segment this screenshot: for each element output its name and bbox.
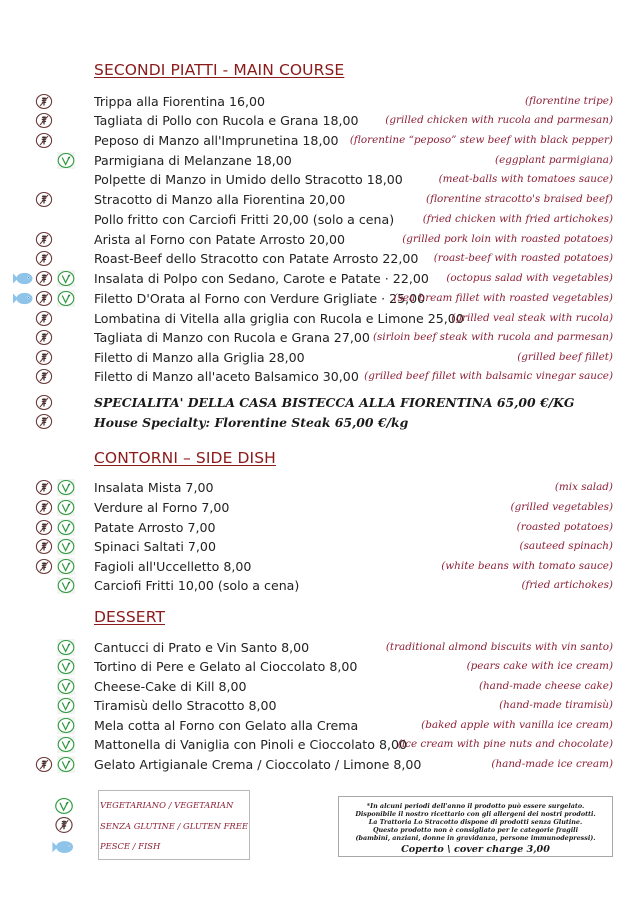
item-name-it: Insalata di Polpo con Sedano, Carote e Patate · 22,00 — [94, 271, 429, 286]
item-desc-en: (hand-made cheese cake) — [478, 680, 613, 692]
house-specialty-en — [0, 413, 640, 432]
item-name-it: Tagliata di Pollo con Rucola e Grana 18,00 — [94, 113, 359, 128]
item-desc-en: (grilled pork loin with roasted potatoes) — [402, 233, 613, 245]
fish-icon — [12, 270, 34, 287]
menu-item — [0, 576, 640, 595]
menu-item — [0, 269, 640, 288]
vegetarian-icon — [57, 479, 75, 496]
item-name-it: Cantucci di Prato e Vin Santo 8,00 — [94, 640, 310, 655]
item-name-it: Insalata Mista 7,00 — [94, 480, 214, 495]
menu-item — [0, 328, 640, 347]
item-name-it: Carciofi Fritti 10,00 (solo a cena) — [94, 578, 300, 593]
menu-item — [0, 696, 640, 715]
note-line: Disponibile il nostro ricettario con gli allergeni dei nostri prodotti. — [355, 810, 596, 818]
vegetarian-icon — [57, 639, 75, 656]
gluten-free-icon — [35, 250, 53, 267]
item-desc-en: (hand-made tiramisù) — [499, 699, 613, 711]
item-name-it: Filetto di Manzo alla Griglia 28,00 — [94, 350, 305, 365]
item-name-it: Filetto di Manzo all'aceto Balsamico 30,00 — [94, 369, 359, 384]
menu-item — [0, 367, 640, 386]
menu-item — [0, 498, 640, 517]
fish-icon — [12, 290, 34, 307]
gluten-free-icon — [35, 329, 53, 346]
menu-item — [0, 638, 640, 657]
gluten-free-icon — [35, 310, 53, 327]
menu-item — [0, 557, 640, 576]
item-desc-en: (baked apple with vanilla ice cream) — [421, 719, 613, 731]
gluten-free-icon — [35, 413, 53, 430]
gluten-free-icon — [35, 519, 53, 536]
item-desc-en: (grilled chicken with rucola and parmesan) — [385, 114, 613, 126]
gluten-free-icon — [35, 290, 53, 307]
vegetarian-icon — [54, 797, 76, 815]
item-desc-en: (sea bream fillet with roasted vegetables) — [393, 292, 613, 304]
menu-item — [0, 131, 640, 150]
menu-item — [0, 735, 640, 754]
item-name-it: Pollo fritto con Carciofi Fritti 20,00 (solo a cena) — [94, 212, 395, 227]
item-name-it: Polpette di Manzo in Umido dello Stracotto 18,00 — [94, 172, 403, 187]
legend-label-fish: PESCE / FISH — [100, 841, 161, 851]
vegetarian-icon — [57, 290, 75, 307]
note-line: La Trattoria Lo Stracotto dispone di prodotti senza Glutine. — [368, 818, 583, 826]
vegetarian-icon — [57, 152, 75, 169]
item-name-it: Tortino di Pere e Gelato al Cioccolato 8,00 — [94, 659, 358, 674]
item-name-it: Peposo di Manzo all'Imprunetina 18,00 — [94, 133, 339, 148]
gluten-free-icon — [35, 756, 53, 773]
item-desc-en: (traditional almond biscuits with vin santo) — [385, 641, 613, 653]
gluten-free-icon — [35, 231, 53, 248]
item-desc-en: (roasted potatoes) — [516, 521, 613, 533]
menu-item — [0, 92, 640, 111]
item-name-it: Verdure al Forno 7,00 — [94, 500, 230, 515]
menu-item — [0, 210, 640, 229]
menu-item — [0, 518, 640, 537]
vegetarian-icon — [57, 756, 75, 773]
item-desc-en: (grilled vegetables) — [510, 501, 613, 513]
menu-item — [0, 249, 640, 268]
menu-item — [0, 716, 640, 735]
menu-item — [0, 151, 640, 170]
item-name-it: Mela cotta al Forno con Gelato alla Crema — [94, 718, 359, 733]
gluten-free-icon — [35, 349, 53, 366]
item-desc-en: (sauteed spinach) — [519, 540, 613, 552]
item-desc-en: (grilled veal steak with rucola) — [451, 312, 613, 324]
note-line: (bambini, anziani, donne in gravidanza, persone immunodepressi). — [355, 834, 596, 842]
item-name-it: Cheese-Cake di Kill 8,00 — [94, 679, 247, 694]
item-name-it: Fagioli all'Uccelletto 8,00 — [94, 559, 252, 574]
menu-item — [0, 677, 640, 696]
gluten-free-icon — [35, 132, 53, 149]
item-desc-en: (roast-beef with roasted potatoes) — [433, 252, 613, 264]
item-desc-en: (florentine tripe) — [524, 95, 613, 107]
item-desc-en: (mix salad) — [554, 481, 613, 493]
item-desc-en: (fried chicken with fried artichokes) — [422, 213, 613, 225]
menu-item — [0, 230, 640, 249]
menu-item — [0, 537, 640, 556]
gluten-free-icon — [35, 538, 53, 555]
fish-icon — [50, 838, 72, 856]
vegetarian-icon — [57, 736, 75, 753]
item-desc-en: (florentine “peposo” stew beef with black pepper) — [349, 134, 613, 146]
menu-item — [0, 289, 640, 308]
allergen-note — [338, 796, 613, 857]
gluten-free-icon — [35, 394, 53, 411]
menu-item — [0, 170, 640, 189]
item-desc-en: (meat-balls with tomatoes sauce) — [438, 173, 613, 185]
item-name-it: Spinaci Saltati 7,00 — [94, 539, 216, 554]
item-desc-en: (florentine stracotto's braised beef) — [426, 193, 613, 205]
note-line: *In alcuni periodi dell'anno il prodotto può essere surgelato. — [366, 802, 585, 810]
gluten-free-icon — [35, 499, 53, 516]
item-name-it: Filetto D'Orata al Forno con Verdure Grigliate · 25,00 — [94, 291, 426, 306]
gluten-free-icon — [35, 270, 53, 287]
item-desc-en: (grilled beef fillet) — [517, 351, 613, 363]
vegetarian-icon — [57, 519, 75, 536]
specialty-text: House Specialty: Florentine Steak 65,00 €/kg — [94, 415, 409, 430]
item-desc-en: (fried artichokes) — [521, 579, 613, 591]
gluten-free-icon — [35, 479, 53, 496]
item-desc-en: (hand-made ice cream) — [491, 758, 613, 770]
section-title-dessert: DESSERT — [94, 608, 166, 626]
vegetarian-icon — [57, 558, 75, 575]
legend-label-gluten-free: SENZA GLUTINE / GLUTEN FREE — [100, 821, 248, 831]
gluten-free-icon — [35, 558, 53, 575]
item-name-it: Parmigiana di Melanzane 18,00 — [94, 153, 292, 168]
menu-item — [0, 657, 640, 676]
menu-item — [0, 478, 640, 497]
vegetarian-icon — [57, 499, 75, 516]
item-name-it: Tiramisù dello Stracotto 8,00 — [94, 698, 277, 713]
item-name-it: Tagliata di Manzo con Rucola e Grana 27,00 — [94, 330, 370, 345]
section-title-side-dish: CONTORNI – SIDE DISH — [94, 449, 276, 467]
vegetarian-icon — [57, 577, 75, 594]
item-name-it: Stracotto di Manzo alla Fiorentina 20,00 — [94, 192, 346, 207]
item-name-it: Lombatina di Vitella alla griglia con Rucola e Limone 25,00 — [94, 311, 464, 326]
item-desc-en: (octopus salad with vegetables) — [446, 272, 613, 284]
menu-item — [0, 190, 640, 209]
specialty-text: SPECIALITA' DELLA CASA BISTECCA ALLA FIORENTINA 65,00 €/KG — [94, 395, 575, 410]
vegetarian-icon — [57, 678, 75, 695]
item-desc-en: (ice cream with pine nuts and chocolate) — [397, 738, 613, 750]
item-desc-en: (sirloin beef steak with rucola and parmesan) — [373, 331, 613, 343]
vegetarian-icon — [57, 538, 75, 555]
item-name-it: Roast-Beef dello Stracotto con Patate Arrosto 22,00 — [94, 251, 419, 266]
item-desc-en: (grilled beef fillet with balsamic vinegar sauce) — [364, 370, 613, 382]
menu-item — [0, 111, 640, 130]
menu-item — [0, 755, 640, 774]
legend-label-vegetarian: VEGETARIANO / VEGETARIAN — [100, 800, 234, 810]
vegetarian-icon — [57, 270, 75, 287]
vegetarian-icon — [57, 658, 75, 675]
item-name-it: Gelato Artigianale Crema / Cioccolato / Limone 8,00 — [94, 757, 422, 772]
gluten-free-icon — [35, 368, 53, 385]
gluten-free-icon — [35, 191, 53, 208]
vegetarian-icon — [57, 717, 75, 734]
item-desc-en: (white beans with tomato sauce) — [441, 560, 613, 572]
cover-charge: Coperto \ cover charge 3,00 — [401, 844, 550, 855]
item-desc-en: (eggplant parmigiana) — [495, 154, 613, 166]
item-name-it: Mattonella di Vaniglia con Pinoli e Cioccolato 8,00 — [94, 737, 407, 752]
note-line: Questo prodotto non è consigliato per le categorie fragili — [372, 826, 579, 834]
gluten-free-icon — [35, 93, 53, 110]
menu-item — [0, 309, 640, 328]
section-title-main-course: SECONDI PIATTI - MAIN COURSE — [94, 61, 345, 79]
item-name-it: Patate Arrosto 7,00 — [94, 520, 216, 535]
item-name-it: Arista al Forno con Patate Arrosto 20,00 — [94, 232, 346, 247]
house-specialty-it — [0, 393, 640, 412]
gluten-free-icon — [35, 112, 53, 129]
gluten-free-icon — [54, 816, 76, 834]
vegetarian-icon — [57, 697, 75, 714]
menu-item — [0, 348, 640, 367]
item-desc-en: (pears cake with ice cream) — [466, 660, 613, 672]
item-name-it: Trippa alla Fiorentina 16,00 — [94, 94, 266, 109]
